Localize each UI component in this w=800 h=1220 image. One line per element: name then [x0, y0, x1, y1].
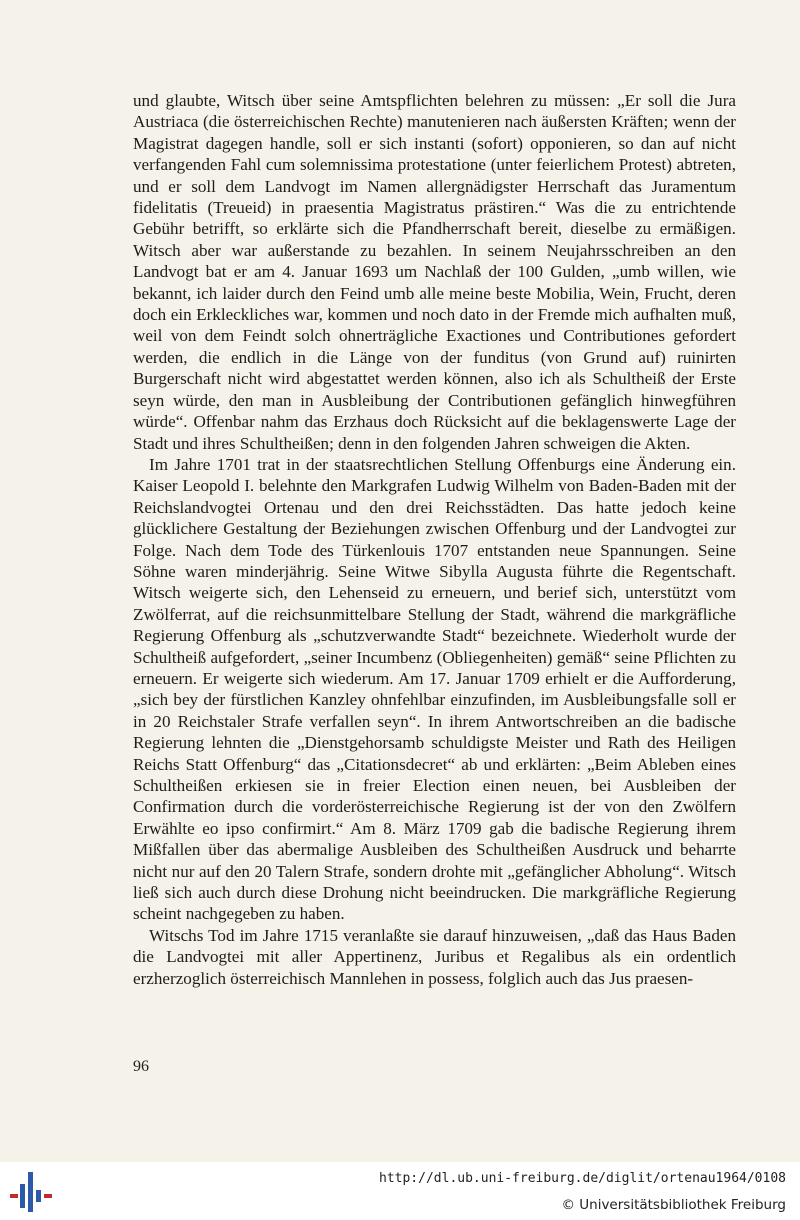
body-text	[133, 90, 736, 989]
source-url[interactable]: http://dl.ub.uni-freiburg.de/diglit/ortenau1964/0108	[379, 1171, 786, 1186]
page-number: 96	[133, 1058, 149, 1075]
paragraph: Witschs Tod im Jahre 1715 veranlaßte sie darauf hinzuweisen, „daß das Haus Baden die Landvogtei mit aller Appertinenz, Juribus et Regalibus als ein ordentlich erzherzoglich österreichisch Mannlehen in possess, folglich auch das Jus praesen-	[133, 925, 736, 988]
copyright-notice: © Universitätsbibliothek Freiburg	[561, 1197, 786, 1213]
ub-freiburg-logo-icon	[10, 1170, 54, 1214]
footer-bar	[0, 1162, 800, 1220]
paragraph: Im Jahre 1701 trat in der staatsrechtlichen Stellung Offenburgs eine Änderung ein. Kaiser Leopold I. belehnte den Markgrafen Ludwig Wilhelm von Baden-Baden mit der Reichslandvogtei Ortenau und den drei Reichsstädten. Das hatte jedoch keine glücklichere Gestaltung der Beziehungen zwischen Offenburg und der Landvogtei zur Folge. Nach dem Tode des Türkenlouis 1707 entstanden neue Spannungen. Seine Söhne waren minderjährig. Seine Witwe Sibylla Augusta führte die Regentschaft. Witsch weigerte sich, den Lehenseid zu erneuern, und berief sich, unterstützt vom Zwölferrat, auf die reichsunmittelbare Stellung der Stadt, während die markgräfliche Regierung Offenburg als „schutzverwandte Stadt“ bezeichnete. Wiederholt wurde der Schultheiß aufgefordert, „seiner Incumbenz (Obliegenheiten) gemäß“ seine Pflichten zu erneuern. Er weigerte sich wiederum. Am 17. Januar 1709 erhielt er die Aufforderung, „sich bey der fürstlichen Kanzley ohnfehlbar einzufinden, im Ausbleibungsfalle soll er in 20 Reichstaler Strafe verfallen seyn“. In ihrem Antwortschreiben an die badische Regierung lehnten die „Dienstgehorsamb schuldigste Meister und Rath des Heiligen Reichs Statt Offenburg“ das „Citationsdecret“ ab und erklärten: „Beim Ableben eines Schultheißen erkiesen sie in freier Election einen neuen, bei Ausbleiben der Confirmation durch die vorderösterreichische Regierung ist der von den Zwölfern Erwählte eo ipso confirmirt.“ Am 8. März 1709 gab die badische Regierung ihrem Mißfallen über das abermalige Ausbleiben des Schultheißen Ausdruck und beharrte nicht nur auf den 20 Talern Strafe, sondern drohte mit „gefänglicher Abholung“. Witsch ließ sich auch durch diese Drohung nicht beeindrucken. Die markgräfliche Regierung scheint nachgegeben zu haben.	[133, 454, 736, 924]
paragraph: und glaubte, Witsch über seine Amtspflichten belehren zu müssen: „Er soll die Jura Austriaca (die österreichischen Rechte) manutenieren nach äußersten Kräften; wenn der Magistrat dagegen handle, soll er sich instanti (sofort) opponieren, so dan auf nicht verfangenden Fahl cum solemnissima protestatione (unter feierlichem Protest) abtreten, und er soll dem Landvogt im Namen allergnädigster Herrschaft das Juramentum fidelitatis (Treueid) in praesentia Magistratus prästiren.“ Was die zu entrichtende Gebühr betrifft, so erklärte sich die Pfandherrschaft bereit, dieselbe zu ermäßigen. Witsch aber war außerstande zu bezahlen. In seinem Neujahrsschreiben an den Landvogt bat er am 4. Januar 1693 um Nachlaß der 100 Gulden, „umb willen, wie bekannt, ich laider durch den Feind umb alle meine beste Mobilia, Wein, Frucht, deren doch ein Erkleckliches war, kommen und noch dato in der Fremde mich aufhalten muß, weil von dem Feindt solch ohnerträgliche Exactiones und Contributiones gefordert werden, die endlich in die Länge von der funditus (von Grund auf) ruinirten Burgerschaft nicht wird abgestattet werden können, also ich als Schultheiß der Erste seyn würde, den man in Ausbleibung der Contributionen gefänglich hinwegführen würde“. Offenbar nahm das Erzhaus doch Rücksicht auf die beklagenswerte Lage der Stadt und ihres Schultheißen; denn in den folgenden Jahren schweigen die Akten.	[133, 91, 736, 453]
